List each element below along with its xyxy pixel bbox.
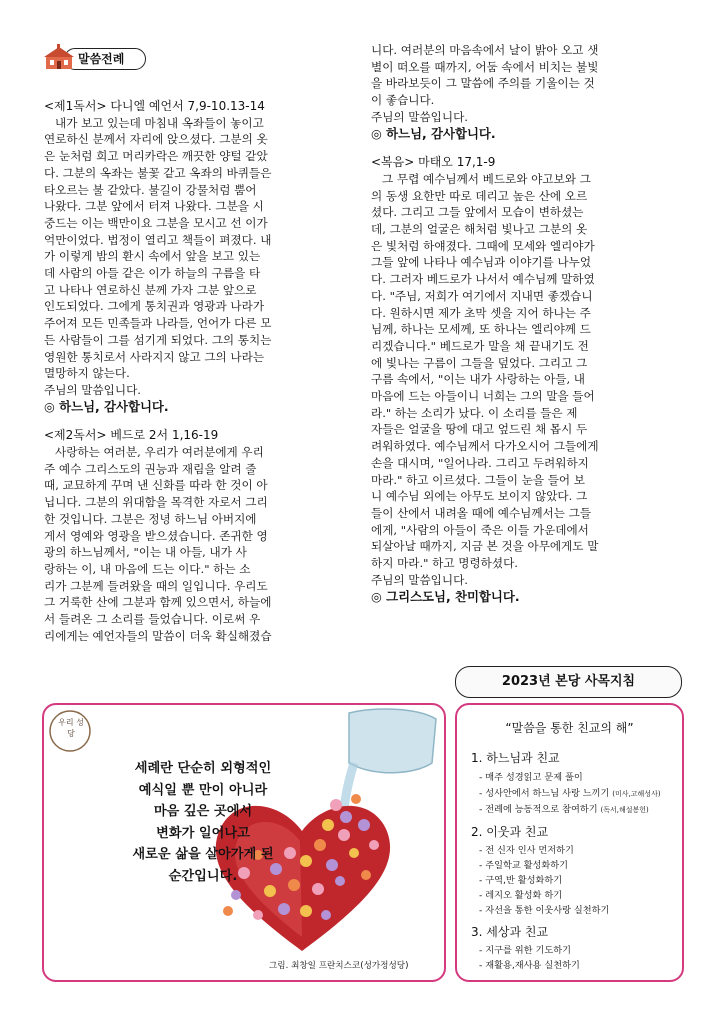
reading2-heading: <제2독서> 베드로 2서 1,16-19 xyxy=(44,428,219,443)
gospel-closing: 주님의 말씀입니다. xyxy=(371,572,468,587)
text-line: 자들은 얼굴을 땅에 대고 엎드린 채 몹시 두 xyxy=(371,422,588,437)
text-line: 다. 그분의 옥좌는 불꽃 같고 옥좌의 바퀴들은 xyxy=(44,165,272,180)
illustration-box xyxy=(42,703,446,982)
text-line: 게서 영예와 영광을 받으셨습니다. 존귀한 영 xyxy=(44,528,268,543)
guideline-item: - 전 신자 인사 먼저하기 xyxy=(479,845,574,856)
text-line: 의 동생 요한만 따로 데리고 높은 산에 오르 xyxy=(371,188,588,203)
guideline-item: - 구역,반 활성화하기 xyxy=(479,875,563,886)
text-line: 주 예수 그리스도의 권능과 재림을 알려 줄 xyxy=(44,461,257,476)
guideline-item: - 성사안에서 하느님 사랑 느끼기 (미사,고해성사) xyxy=(479,788,661,799)
text-line: 광의 하느님께서, "이는 내 아들, 내가 사 xyxy=(44,545,247,560)
text-line: 리겠습니다." 베드로가 말을 채 끝내기도 전 xyxy=(371,338,589,353)
reading2-closing: 주님의 말씀입니다. xyxy=(371,109,468,124)
reading2-body xyxy=(44,444,352,644)
text-line: 억만이었다. 법정이 열리고 책들이 펴졌다. 내 xyxy=(44,232,272,247)
poem-line: 예식일 뿐 만이 아니라 xyxy=(138,782,268,798)
text-line: 을 바라보듯이 그 말씀에 주의를 기울이는 것 xyxy=(371,76,595,91)
reading2-continued xyxy=(371,42,681,142)
text-line: 다. 그러자 베드로가 나서서 예수님께 말하였 xyxy=(371,272,595,287)
text-line: 내가 보고 있는데 마침내 옥좌들이 놓이고 xyxy=(55,115,264,130)
guideline-item: - 레지오 활성화 하기 xyxy=(479,890,563,901)
guideline-item: - 자선을 통한 이웃사랑 실천하기 xyxy=(479,905,610,916)
text-line: 인도되었다. 그에게 통치권과 영광과 나라가 xyxy=(44,299,265,314)
reading1-closing: 주님의 말씀입니다. xyxy=(44,382,141,397)
gospel-body xyxy=(371,171,681,605)
poem xyxy=(88,758,318,888)
guideline-item: - 전례에 능동적으로 참여하기 (독서,해설봉헌) xyxy=(479,804,649,815)
text-line: 에 빛나는 구름이 그들을 덮었다. 그리고 그 xyxy=(371,355,588,370)
text-line: 랑하는 이, 내 마음에 드는 이다." 하는 소 xyxy=(44,561,251,576)
text-line: 가 이렇게 밤의 환시 속에서 앞을 보고 있는 xyxy=(44,249,261,264)
pastoral-theme: “말씀을 통한 친교의 해” xyxy=(505,721,634,735)
stamp-text: 우리 성당 xyxy=(58,718,84,738)
gospel-heading: <복음> 마태오 17,1-9 xyxy=(371,155,496,170)
right-column xyxy=(371,42,681,605)
reading1-heading: <제1독서> 다니엘 예언서 7,9-10.13-14 xyxy=(44,99,265,113)
section-2-title: 2. 이웃과 친교 xyxy=(471,825,549,839)
text-line: 사랑하는 여러분, 우리가 여러분에게 우리 xyxy=(55,445,264,460)
reading1-body xyxy=(44,115,352,416)
text-line: 하지 마라." 하고 명령하셨다. xyxy=(371,556,518,571)
text-line: 리가 그분께 들려왔을 때의 일입니다. 우리도 xyxy=(44,578,268,593)
church-icon xyxy=(42,44,76,72)
text-line: 리에게는 예언자들의 말씀이 더욱 확실해졌습 xyxy=(44,628,272,643)
text-line: 셨다. 그리고 그들 앞에서 모습이 변하셨는 xyxy=(371,205,584,220)
poem-line: 순간입니다. xyxy=(168,868,238,884)
text-line: 멸망하지 않는다. xyxy=(44,366,130,381)
text-line: 중드는 이는 백만이요 그분을 모시고 선 이가 xyxy=(44,215,268,230)
text-line: 은 빛처럼 하얘졌다. 그때에 모세와 엘리야가 xyxy=(371,238,595,253)
reading1-response: ◎ 하느님, 감사합니다. xyxy=(44,398,169,414)
text-line: 한 것입니다. 그분은 정녕 하느님 아버지에 xyxy=(44,511,257,526)
text-line: 다. 원하시면 제가 초막 셋을 지어 하나는 주 xyxy=(371,305,591,320)
text-line: 타오르는 불 같았다. 불길이 강물처럼 뿜어 xyxy=(44,182,257,197)
poem-line: 세례란 단순히 외형적인 xyxy=(134,761,272,776)
text-line: 나왔다. 그분 앞에서 터져 나왔다. 그분을 시 xyxy=(44,199,264,214)
pastoral-heading: 2023년 본당 사목지침 xyxy=(455,666,682,698)
text-line: 영원한 통치로서 사라지지 않고 그의 나라는 xyxy=(44,349,265,364)
text-line: 든 사람들이 그를 섬기게 되었다. 그의 통치는 xyxy=(44,332,272,347)
text-line: 니 예수님 외에는 아무도 보이지 않았다. 그 xyxy=(371,489,588,504)
text-line: 별이 떠오를 때까지, 어둠 속에서 비치는 불빛 xyxy=(371,59,599,74)
section-title-pill xyxy=(42,44,146,72)
guideline-item: - 매주 성경읽고 문제 풀이 xyxy=(479,772,583,783)
text-line: 주어져 모든 민족들과 나라들, 언어가 다른 모 xyxy=(44,316,272,331)
text-line: 연로하신 분께서 자리에 앉으셨다. 그분의 옷 xyxy=(44,132,268,147)
text-line: 라." 하는 소리가 났다. 이 소리를 들은 제 xyxy=(371,405,578,420)
illustration-credit: 그림. 최창일 프란치스코(성가정성당) xyxy=(269,961,409,971)
text-line: 려워하였다. 예수님께서 다가오시어 그들에게 xyxy=(371,439,599,454)
text-line: 그 거룩한 산에 그분과 함께 있으면서, 하늘에 xyxy=(44,595,272,610)
text-line: 마음에 드는 아들이니 너희는 그의 말을 들어 xyxy=(371,389,595,404)
text-line: 은 눈처럼 희고 머리카락은 깨끗한 양털 같았 xyxy=(44,149,268,164)
text-line: 구름 속에서, "이는 내가 사랑하는 아들, 내 xyxy=(371,372,586,387)
guideline-item: - 주일학교 활성화하기 xyxy=(479,860,569,871)
text-line: 그들 앞에 나타나 예수님과 이야기를 나누었 xyxy=(371,255,592,270)
left-column xyxy=(44,98,352,645)
text-line: 고 나타나 연로하신 분께 가자 그분 앞으로 xyxy=(44,282,257,297)
text-line: 데 사람의 아들 같은 이가 하늘의 구름을 타 xyxy=(44,266,261,281)
poem-line: 마음 깊은 곳에서 xyxy=(153,804,253,820)
section-3-title: 3. 세상과 친교 xyxy=(471,925,549,939)
reading2-response: ◎ 하느님, 감사합니다. xyxy=(371,125,496,141)
text-line: 이 좋습니다. xyxy=(371,93,435,108)
text-line: 들이 산에서 내려올 때에 예수님께서는 그들 xyxy=(371,505,592,520)
text-line: 에게, "사람의 아들이 죽은 이들 가운데에서 xyxy=(371,522,589,537)
poem-line: 변화가 일어나고 xyxy=(156,825,250,841)
guideline-item: - 지구를 위한 기도하기 xyxy=(479,945,571,956)
section-title: 말씀전례 xyxy=(78,52,125,66)
section-1-title: 1. 하느님과 친교 xyxy=(471,751,560,765)
pastoral-guidelines-box xyxy=(455,703,684,982)
text-line: 그 무렵 예수님께서 베드로와 야고보와 그 xyxy=(382,171,591,186)
text-line: 되살아날 때까지, 지금 본 것을 아무에게도 말 xyxy=(371,539,599,554)
text-line: 닙니다. 그분의 위대함을 목격한 자로서 그리 xyxy=(44,495,268,510)
text-line: 서 들려온 그 소리를 들었습니다. 이로써 우 xyxy=(44,612,261,627)
text-line: 데, 그분의 얼굴은 해처럼 빛나고 그분의 옷 xyxy=(371,222,588,237)
guideline-item: - 재활용,재사용 실천하기 xyxy=(479,960,580,971)
text-line: 때, 교묘하게 꾸며 낸 신화를 따라 한 것이 아 xyxy=(44,478,268,493)
text-line: 니다. 여러분의 마음속에서 날이 밝아 오고 샛 xyxy=(371,43,599,57)
poem-line: 새로운 삶을 살아가게 된 xyxy=(132,847,274,863)
text-line: 님께, 하나는 모세께, 또 하나는 엘리야께 드 xyxy=(371,322,591,337)
text-line: 마라." 하고 이르셨다. 그들이 눈을 들어 보 xyxy=(371,472,586,487)
text-line: 손을 대시며, "일어나라. 그리고 두려워하지 xyxy=(371,455,589,470)
gospel-response: ◎ 그리스도님, 찬미합니다. xyxy=(371,588,520,604)
text-line: 다. "주님, 저희가 여기에서 지내면 좋겠습니 xyxy=(371,288,593,303)
